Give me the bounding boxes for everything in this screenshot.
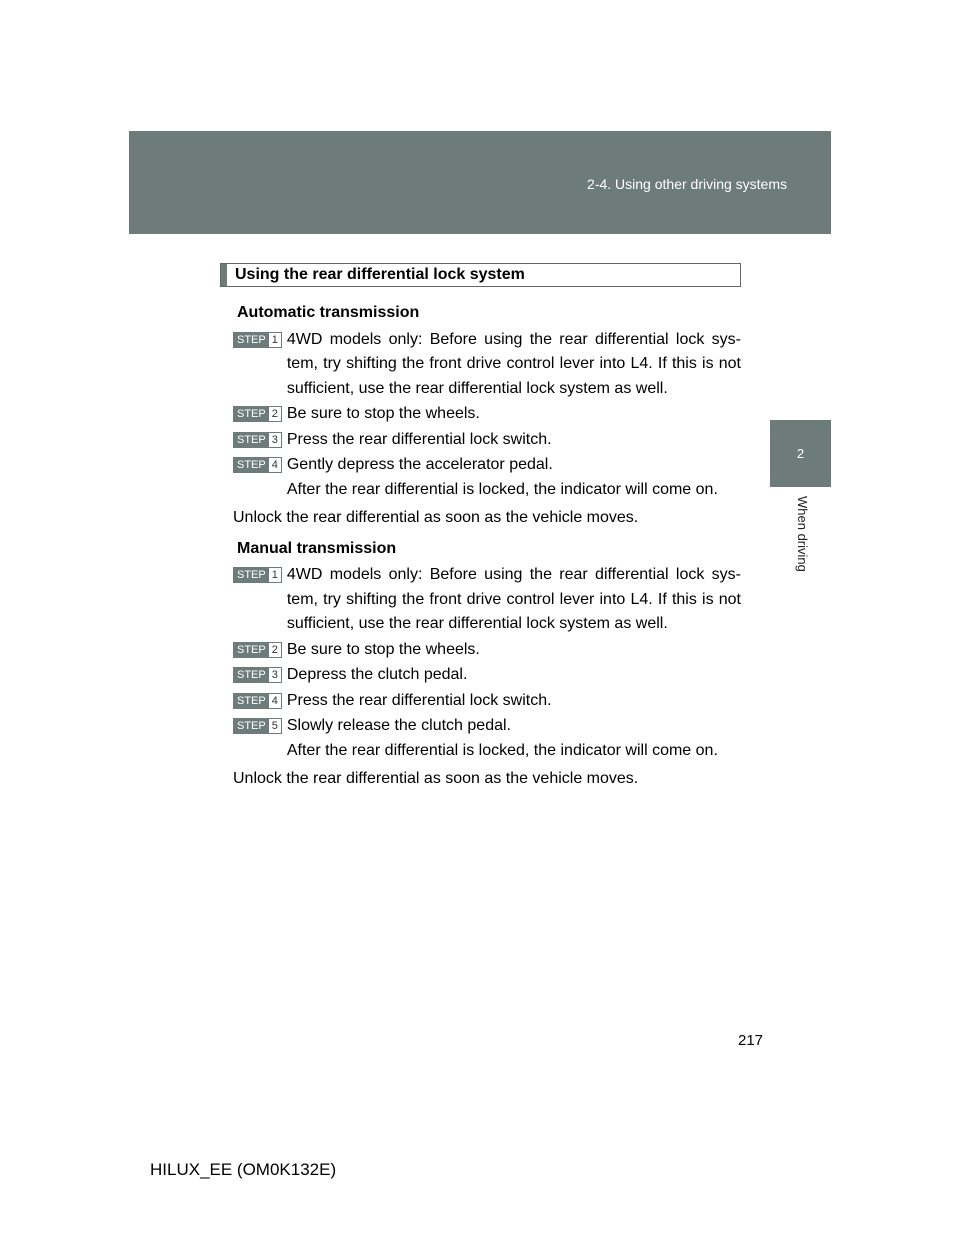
- step-badge-label: STEP: [234, 694, 269, 708]
- step-instruction: 4WD models only: Before using the rear differential lock sys-tem, try shifting the front drive control lever into L4. If this is not sufficient, use the rear differential lock system as well.: [286, 330, 741, 397]
- step-badge-number: 2: [269, 643, 281, 657]
- chapter-section-title: 2-4. Using other driving systems: [587, 176, 787, 192]
- automatic-heading: Automatic transmission: [237, 304, 420, 321]
- step-badge: [233, 642, 282, 658]
- automatic-note: Unlock the rear differential as soon as the vehicle moves.: [233, 509, 639, 526]
- manual-note: Unlock the rear differential as soon as the vehicle moves.: [233, 770, 639, 787]
- step-item: [233, 453, 741, 502]
- step-instruction: Gently depress the accelerator pedal.: [286, 456, 553, 473]
- manual-heading: Manual transmission: [237, 539, 397, 557]
- step-text: [287, 689, 741, 714]
- step-instruction: Slowly release the clutch pedal.: [286, 717, 511, 734]
- step-badge-number: 3: [269, 668, 281, 682]
- step-instruction: Be sure to stop the wheels.: [286, 640, 480, 658]
- step-text: [287, 714, 741, 763]
- automatic-steps-list: [233, 328, 741, 503]
- step-item: [233, 428, 741, 453]
- instructions-content: [233, 299, 741, 798]
- step-text: [287, 563, 741, 637]
- step-badge-number: 3: [269, 433, 281, 447]
- step-text: [287, 663, 741, 688]
- section-header: [220, 263, 741, 287]
- step-text: [287, 328, 741, 402]
- model-code: HILUX_EE (OM0K132E): [150, 1160, 337, 1179]
- step-item: [233, 638, 741, 663]
- step-badge-number: 2: [269, 407, 281, 421]
- step-badge-label: STEP: [234, 568, 269, 582]
- step-instruction: Depress the clutch pedal.: [286, 666, 468, 683]
- section-header-bar: [221, 264, 227, 286]
- chapter-tab-number: 2: [770, 420, 831, 487]
- step-badge-label: STEP: [234, 333, 269, 347]
- step-item: [233, 563, 741, 637]
- page-number: 217: [738, 1032, 764, 1049]
- section-title: Using the rear differential lock system: [235, 266, 525, 283]
- step-text: [287, 638, 741, 663]
- step-instruction: 4WD models only: Before using the rear differential lock sys-tem, try shifting the front drive control lever into L4. If this is not sufficient, use the rear differential lock system as well.: [286, 566, 741, 632]
- step-badge: [233, 567, 282, 583]
- step-badge-label: STEP: [234, 643, 269, 657]
- step-badge: [233, 406, 282, 422]
- step-badge-label: STEP: [234, 668, 269, 682]
- step-item: [233, 714, 741, 763]
- step-instruction: Press the rear differential lock switch.: [286, 691, 552, 709]
- chapter-tab-label: When driving: [795, 496, 810, 572]
- step-badge: [233, 457, 282, 473]
- manual-steps-list: [233, 563, 741, 763]
- step-badge-number: 1: [269, 333, 281, 347]
- step-badge-number: 5: [269, 719, 281, 733]
- step-item: [233, 328, 741, 402]
- step-item: [233, 689, 741, 714]
- step-badge: [233, 718, 282, 734]
- step-badge: [233, 432, 282, 448]
- chapter-header-band: [129, 131, 831, 234]
- step-badge-number: 1: [269, 568, 281, 582]
- step-text: [287, 428, 741, 453]
- step-result: After the rear differential is locked, the indicator will come on.: [286, 741, 718, 759]
- step-item: [233, 663, 741, 688]
- step-text: [287, 453, 741, 502]
- step-instruction: Press the rear differential lock switch.: [286, 430, 552, 448]
- step-badge-label: STEP: [234, 719, 269, 733]
- step-item: [233, 402, 741, 427]
- step-text: [287, 402, 741, 427]
- step-badge-label: STEP: [234, 458, 269, 472]
- step-result: After the rear differential is locked, the indicator will come on.: [286, 480, 718, 498]
- step-badge-label: STEP: [234, 433, 269, 447]
- step-badge: [233, 332, 282, 348]
- step-badge-label: STEP: [234, 407, 269, 421]
- step-badge: [233, 667, 282, 683]
- step-badge: [233, 693, 282, 709]
- step-badge-number: 4: [269, 458, 281, 472]
- step-badge-number: 4: [269, 694, 281, 708]
- step-instruction: Be sure to stop the wheels.: [286, 405, 480, 422]
